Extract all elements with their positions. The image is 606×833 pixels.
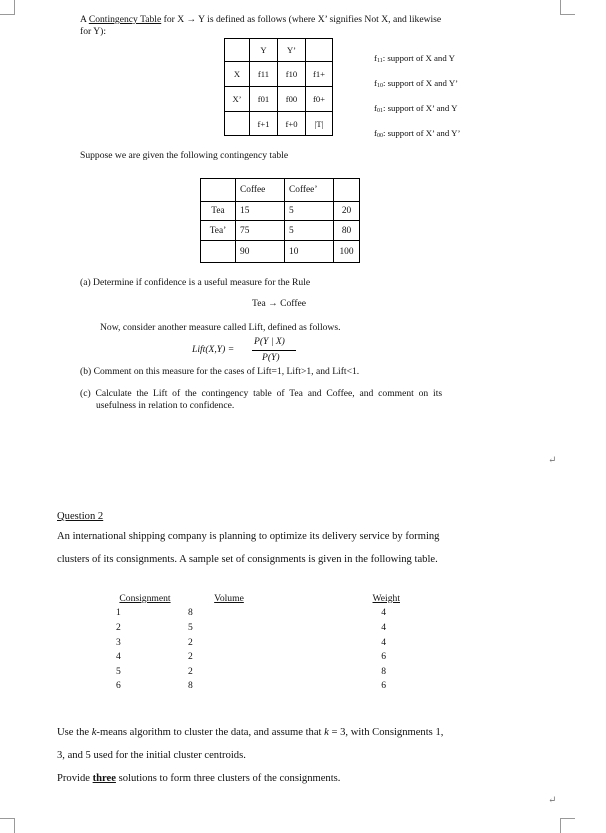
tc-corner-cell bbox=[201, 179, 236, 202]
ct-row-label: X bbox=[225, 62, 250, 87]
contingency-table-link[interactable]: Contingency Table bbox=[88, 14, 162, 25]
ct-cell: f1+ bbox=[306, 62, 333, 87]
rule-text: Tea → Coffee bbox=[252, 298, 307, 309]
corner-mark-top-right bbox=[560, 0, 575, 15]
ct-cell: f11 bbox=[250, 62, 278, 87]
table-row: 3 2 4 bbox=[116, 636, 386, 648]
table-row: 1 8 4 bbox=[116, 607, 386, 619]
tc-row-total bbox=[201, 241, 360, 263]
ct-cell: f10 bbox=[278, 62, 306, 87]
intro-rest: for X → Y is defined as follows (where X’ signifies Not X, and likewise bbox=[161, 14, 442, 25]
fraction-bar bbox=[252, 350, 296, 351]
ct-row-label bbox=[225, 112, 250, 136]
ct-header-row bbox=[225, 39, 333, 62]
ct-header-total bbox=[306, 39, 333, 62]
ct-row-xnot bbox=[225, 87, 333, 112]
tc-cell: 100 bbox=[334, 241, 360, 263]
tc-cell: 5 bbox=[285, 202, 334, 221]
support-legend bbox=[374, 53, 574, 153]
tc-cell: 75 bbox=[236, 221, 285, 241]
question-2-title: Question 2 bbox=[57, 511, 104, 522]
col-weight: Weight bbox=[372, 592, 400, 604]
lift-numerator: P(Y | X) bbox=[254, 336, 285, 347]
paragraph-mark: ↵ bbox=[548, 455, 557, 466]
ct-cell: f+1 bbox=[250, 112, 278, 136]
tc-row-label: Tea’ bbox=[201, 221, 236, 241]
q2-intro-line2: clusters of its consignments. A sample set of consignments is given in the following table. bbox=[57, 554, 438, 565]
ct-cell: f0+ bbox=[306, 87, 333, 112]
tc-cell: 80 bbox=[334, 221, 360, 241]
lift-denominator: P(Y) bbox=[262, 352, 280, 363]
ct-row-label: X’ bbox=[225, 87, 250, 112]
tc-cell: 5 bbox=[285, 221, 334, 241]
ct-cell: f+0 bbox=[278, 112, 306, 136]
tc-row-label bbox=[201, 241, 236, 263]
legend-item: $f_{01}$: support of X’ and Y bbox=[374, 103, 458, 114]
kmeans-instruction-line2: 3, and 5 used for the initial cluster centroids. bbox=[57, 750, 246, 761]
part-a: (a) Determine if confidence is a useful measure for the Rule bbox=[80, 277, 311, 288]
part-c: (c) Calculate the Lift of the contingency table of Tea and Coffee, and comment on its usefulness in relation to confidence. bbox=[80, 388, 443, 411]
suppose-text: Suppose we are given the following contingency table bbox=[80, 150, 289, 161]
lift-intro: Now, consider another measure called Lift, defined as follows. bbox=[100, 322, 341, 333]
tc-row-label: Tea bbox=[201, 202, 236, 221]
lift-lhs: Lift(X,Y) = bbox=[192, 344, 235, 355]
contingency-intro bbox=[80, 14, 500, 38]
legend-item: $f_{10}$: support of X and Y’ bbox=[374, 78, 459, 89]
provide-instruction: Provide three solutions to form three clusters of the consignments. bbox=[57, 773, 341, 784]
tc-header-row bbox=[201, 179, 360, 202]
legend-item: $f_{00}$: support of X’ and Y’ bbox=[374, 128, 461, 139]
contingency-table-generic bbox=[224, 38, 333, 136]
paragraph-mark: ↵ bbox=[548, 795, 557, 806]
table-row: 2 5 4 bbox=[116, 621, 386, 633]
tc-cell: 20 bbox=[334, 202, 360, 221]
ct-cell: f00 bbox=[278, 87, 306, 112]
ct-header-y: Y bbox=[250, 39, 278, 62]
tc-row-teanot bbox=[201, 221, 360, 241]
kmeans-instruction-line1: Use the k-means algorithm to cluster the data, and assume that k = 3, with Consignments 1, bbox=[57, 727, 444, 738]
corner-mark-top-left bbox=[0, 0, 15, 15]
q2-intro-line1: An international shipping company is planning to optimize its delivery service by forming bbox=[57, 531, 440, 542]
intro-lead: A bbox=[80, 14, 89, 25]
tc-header-coffee: Coffee bbox=[236, 179, 285, 202]
ct-corner-cell bbox=[225, 39, 250, 62]
cons-header-row bbox=[110, 591, 410, 606]
consignment-table bbox=[110, 591, 410, 693]
col-volume: Volume bbox=[214, 592, 244, 604]
tea-coffee-table bbox=[200, 178, 360, 263]
tc-header-coffeenot: Coffee’ bbox=[285, 179, 334, 202]
lift-formula bbox=[192, 336, 302, 366]
ct-row-total bbox=[225, 112, 333, 136]
corner-mark-bottom-left bbox=[0, 818, 15, 833]
intro-line2: for Y): bbox=[80, 26, 107, 37]
table-row: 6 8 6 bbox=[116, 680, 386, 692]
ct-row-x bbox=[225, 62, 333, 87]
ct-cell: |T| bbox=[306, 112, 333, 136]
tc-row-tea bbox=[201, 202, 360, 221]
ct-header-ynot: Y’ bbox=[278, 39, 306, 62]
legend-item: $f_{11}$: support of X and Y bbox=[374, 53, 455, 64]
tc-cell: 10 bbox=[285, 241, 334, 263]
corner-mark-bottom-right bbox=[560, 818, 575, 833]
table-row: 4 2 6 bbox=[116, 651, 386, 663]
part-b: (b) Comment on this measure for the cases of Lift=1, Lift>1, and Lift<1. bbox=[80, 366, 360, 377]
tc-cell: 15 bbox=[236, 202, 285, 221]
table-row: 5 2 8 bbox=[116, 665, 386, 677]
tc-cell: 90 bbox=[236, 241, 285, 263]
tc-header-total bbox=[334, 179, 360, 202]
ct-cell: f01 bbox=[250, 87, 278, 112]
col-consignment: Consignment bbox=[119, 592, 171, 604]
